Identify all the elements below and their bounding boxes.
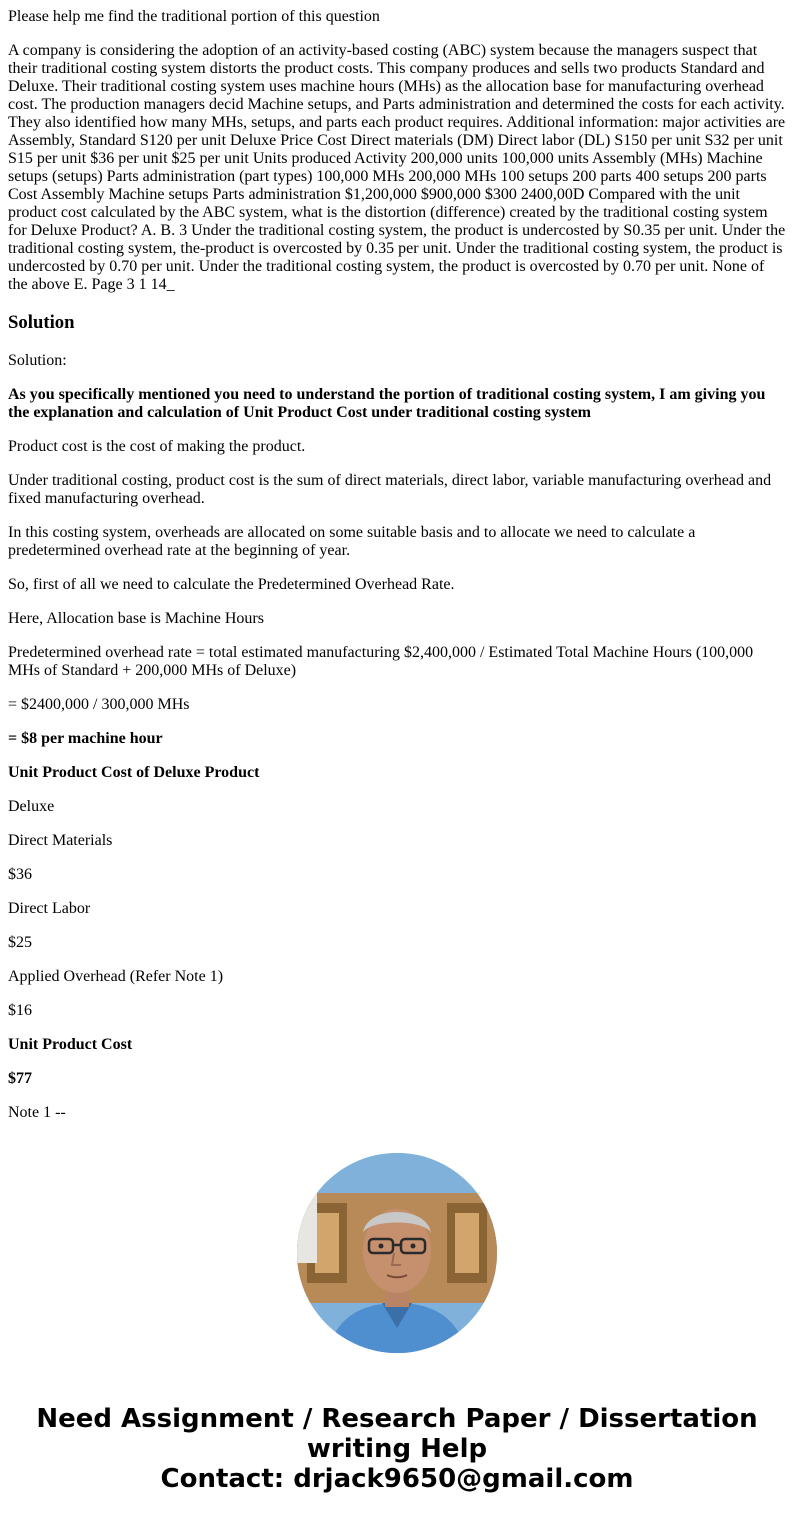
solution-paragraph-2: Under traditional costing, product cost is the sum of direct materials, direct labor, variable manufacturing overhead and fixed manufacturing overhead.	[8, 472, 772, 507]
solution-heading: Solution	[8, 312, 75, 333]
unit-product-cost-label: Unit Product Cost	[8, 1036, 133, 1053]
direct-labor-label: Direct Labor	[8, 900, 91, 917]
overhead-rate-result: = $8 per machine hour	[8, 730, 163, 747]
solution-paragraph-7: = $2400,000 / 300,000 MHs	[8, 696, 190, 713]
applied-overhead-label: Applied Overhead (Refer Note 1)	[8, 968, 224, 985]
promo-banner	[0, 1404, 794, 1494]
author-photo	[297, 1153, 497, 1353]
solution-paragraph-1: Product cost is the cost of making the product.	[8, 438, 306, 455]
applied-overhead-value: $16	[8, 1002, 32, 1019]
avatar	[297, 1153, 497, 1353]
direct-materials-value: $36	[8, 866, 32, 883]
solution-paragraph-5: Here, Allocation base is Machine Hours	[8, 610, 264, 627]
solution-paragraph-6: Predetermined overhead rate = total estimated manufacturing $2,400,000 / Estimated Total Machine Hours (100,000 MHs of Standard + 200,000 MHs of Deluxe)	[8, 644, 754, 679]
direct-materials-label: Direct Materials	[8, 832, 113, 849]
question-title: Please help me find the traditional portion of this question	[8, 8, 380, 25]
question-body: A company is considering the adoption of an activity-based costing (ABC) system because the managers suspect that their traditional costing system distorts the product costs. This company produces and sells two products Standard and Deluxe. Their traditional costing system uses machine hours (MHs) as the allocation base for manufacturing overhead cost. The production managers decid Machine setups, and Parts administration and determined the costs for each activity. They also identified how many MHs, setups, and parts each product requires. Additional information: major activities are Assembly, Standard S120 per unit Deluxe Price Cost Direct materials (DM) Direct labor (DL) S150 per unit S32 per unit S15 per unit $36 per unit $25 per unit Units produced Activity 200,000 units 100,000 units Assembly (MHs) Machine setups (setups) Parts administration (part types) 100,000 MHs 200,000 MHs 100 setups 200 parts 400 setups 200 parts Cost Assembly Machine setups Parts administration $1,200,000 $900,000 $300 2400,00D Compared with the unit product cost calculated by the ABC system, what is the distortion (difference) created by the traditional costing system for Deluxe Product? A. B. 3 Under the traditional costing system, the product is undercosted by S0.35 per unit. Under the traditional costing system, the-product is overcosted by 0.35 per unit. Under the traditional costing system, the product is undercosted by 0.70 per unit. Under the traditional costing system, the product is overcosted by 0.70 per unit. None of the above E. Page 3 1 14_	[8, 42, 786, 293]
solution-paragraph-3: In this costing system, overheads are allocated on some suitable basis and to allocate we need to calculate a predetermined overhead rate at the beginning of year.	[8, 524, 696, 559]
direct-labor-value: $25	[8, 934, 32, 951]
unit-cost-section-title: Unit Product Cost of Deluxe Product	[8, 764, 260, 781]
promo-line-2: writing Help	[306, 1434, 488, 1464]
solution-intro: As you specifically mentioned you need to understand the portion of traditional costing system, I am giving you the explanation and calculation of Unit Product Cost under traditional costing system	[8, 386, 766, 421]
promo-contact: Contact: drjack9650@gmail.com	[160, 1464, 634, 1494]
author-portrait-image	[297, 1153, 497, 1353]
product-name: Deluxe	[8, 798, 55, 815]
promo-line-1: Need Assignment / Research Paper / Dissertation	[36, 1404, 758, 1434]
solution-paragraph-4: So, first of all we need to calculate the Predetermined Overhead Rate.	[8, 576, 455, 593]
solution-label: Solution:	[8, 352, 67, 369]
note-1: Note 1 --	[8, 1104, 66, 1121]
unit-product-cost-value: $77	[8, 1070, 32, 1087]
